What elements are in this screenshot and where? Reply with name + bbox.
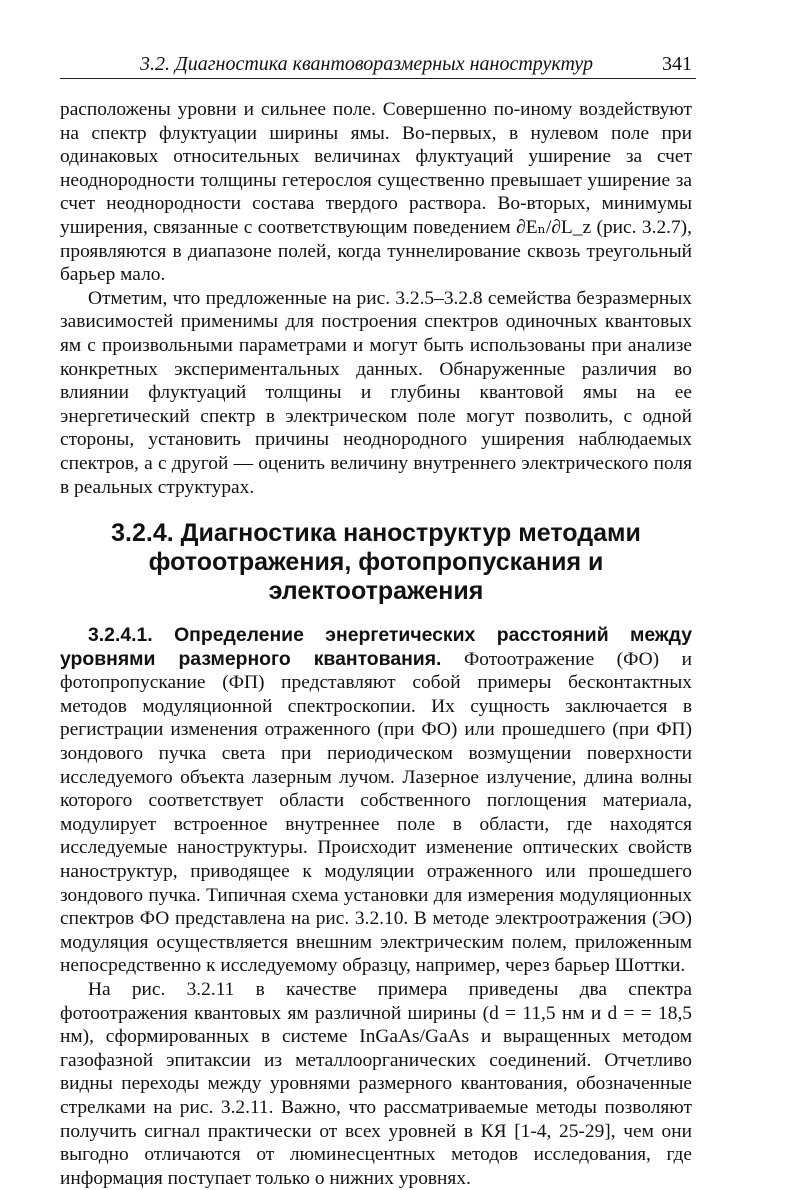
paragraph-methods-text: Фотоотражение (ФО) и фотопропускание (ФП) представляют собой примеры бесконтактных методов модуляционной спектроскопии. Их сущность заключается в регистрации изменения отраженного (при ФО) или прошедшего (при ФП) зондового пучка света при периодическом возмущении поверхности исследуемого объекта лазерным лучом. Лазерное излучение, длина волны которого соответствует области собственного поглощения материала, модулирует встроенное внутреннее поле в области, где находятся исследуемые наноструктуры. Происходит изменение оптических свойств наноструктур, приводящее к модуляции отраженного или прошедшего зондового пучка. Типичная схема установки для измерения модуляционных спектров ФО представлена на рис. 3.2.10. В методе электроотражения (ЭО) модуляция осуществляется внешним электрическим полем, приложенным непосредственно к исследуемому образцу, например, через барьер Шоттки. — [60, 648, 692, 977]
paragraph-subsection — [60, 624, 692, 978]
paragraph-example: На рис. 3.2.11 в качестве примера приведены два спектра фотоотражения квантовых ям различной ширины (d = 11,5 нм и d = = 18,5 нм), сформированных в системе InGaAs/GaAs и выращенных методом газофазной эпитаксии из металлоорганических соединений. Отчетливо видны переходы между уровнями размерного квантования, обозначенные стрелками на рис. 3.2.11. Важно, что рассматриваемые методы позволяют получить сигнал практически от всех уровней в КЯ [1-4, 25-29], чем они выгодно отличаются от люминесцентных методов исследования, где информация поступает только о нижних уровнях. — [60, 979, 692, 1189]
section-heading: 3.2.4. Диагностика наноструктур методами фотоотражения, фотопропускания и электоотражения — [111, 519, 641, 606]
page-body — [60, 98, 692, 1190]
paragraph-conclusion: Отметим, что предложенные на рис. 3.2.5–3.2.8 семейства безразмерных зависимостей применимы для построения спектров одиночных квантовых ям с произвольными параметрами и могут быть использованы при анализе конкретных экспериментальных данных. Обнаруженные различия во влиянии флуктуаций толщины и глубины квантовой ямы на ее энергетический спектр в электрическом поле могут позволить, с одной стороны, установить причины неоднородного уширения наблюдаемых спектров, а с другой — оценить величину внутреннего электрического поля в реальных структурах. — [60, 287, 692, 498]
subsection-heading: 3.2.4.1. Определение энергетических расстояний между уровнями размерного квантования. — [60, 624, 692, 670]
paragraph-continuation: расположены уровни и сильнее поле. Совершенно по-иному воздействуют на спектр флуктуации ширины ямы. Во-первых, в нулевом поле при одинаковых относительных величинах флуктуаций уширение за счет неоднородности толщины гетерослоя существенно превышает уширение за счет неоднородности состава твердого раствора. Во-вторых, минимумы уширения, связанные с соответствующим поведением ∂Eₙ/∂L_z (рис. 3.2.7), проявляются в диапазоне полей, когда туннелирование сквозь треугольный барьер мало. — [60, 99, 692, 286]
page-number: 341 — [662, 53, 692, 75]
page-header — [60, 52, 696, 79]
running-title: 3.2. Диагностика квантоворазмерных наноструктур — [140, 53, 594, 75]
